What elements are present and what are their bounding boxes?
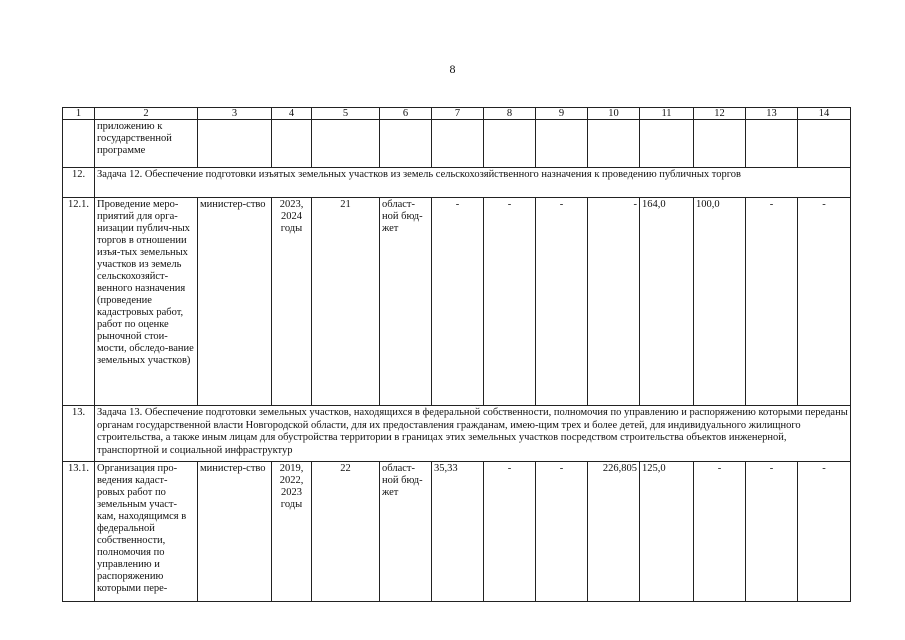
column-header: 2 (95, 108, 198, 120)
measure-row-12-1 (63, 198, 851, 406)
table-cell (432, 120, 484, 168)
column-header: 12 (694, 108, 746, 120)
column-header: 9 (536, 108, 588, 120)
activities-table (62, 107, 851, 602)
task-title: Задача 13. Обеспечение подготовки земельных участков, находящихся в федеральной собственности, полномочия по управлению и распоряжению которыми переданы органам государственной власти Новгородской области, для их предоставления гражданам, имею-щим трех и более детей, для индивидуального жилищного строительства, а также иным лицам для обустройства территории в границах этих земельных участков посредством строительства объектов инженерной, транспортной и социальной инфраструктур (95, 406, 851, 462)
table-cell (63, 120, 95, 168)
table-cell (694, 120, 746, 168)
value-col-12: - (694, 462, 746, 602)
table-cell (380, 120, 432, 168)
task-number: 12. (63, 168, 95, 198)
target-indicator-cell: 22 (312, 462, 380, 602)
table-cell (484, 120, 536, 168)
measure-number: 13.1. (63, 462, 95, 602)
table-cell (312, 120, 380, 168)
page-number: 8 (449, 62, 456, 76)
table-cell (588, 120, 640, 168)
task-row-13 (63, 406, 851, 462)
column-header: 8 (484, 108, 536, 120)
value-col-7: 35,33 (432, 462, 484, 602)
column-header: 1 (63, 108, 95, 120)
column-number-row (63, 108, 851, 120)
value-col-13: - (746, 462, 798, 602)
table-cell (640, 120, 694, 168)
table-cell (746, 120, 798, 168)
column-header: 5 (312, 108, 380, 120)
activity-description: Организация про-ведения кадаст-ровых работ по земельным участ-кам, находящимся в федеральной собственности, полномочия по управлению и распоряжению которыми пере- (95, 462, 198, 602)
table-cell (798, 120, 851, 168)
column-header: 7 (432, 108, 484, 120)
column-header: 4 (272, 108, 312, 120)
value-col-10: - (588, 198, 640, 406)
column-header: 14 (798, 108, 851, 120)
years-cell: 2023, 2024 годы (272, 198, 312, 406)
value-col-11: 164,0 (640, 198, 694, 406)
table-cell (536, 120, 588, 168)
value-col-8: - (484, 462, 536, 602)
task-number: 13. (63, 406, 95, 462)
executor-cell: министер-ство (198, 462, 272, 602)
table-row-continuation (63, 120, 851, 168)
value-col-13: - (746, 198, 798, 406)
value-col-8: - (484, 198, 536, 406)
column-header: 6 (380, 108, 432, 120)
measure-row-13-1 (63, 462, 851, 602)
target-indicator-cell: 21 (312, 198, 380, 406)
activity-description: приложению к государственной программе (95, 120, 198, 168)
value-col-14: - (798, 462, 851, 602)
funding-source-cell: област-ной бюд-жет (380, 198, 432, 406)
funding-source-cell: област-ной бюд-жет (380, 462, 432, 602)
measure-number: 12.1. (63, 198, 95, 406)
activity-description: Проведение меро-приятий для орга-низации публич-ных торгов в отношении изъя-тых земельных участков из земель сельскохозяйст-венного назначения (проведение кадастровых работ, работ по оценке рыночной стои-мости, обследо-вание земельных участков) (95, 198, 198, 406)
column-header: 10 (588, 108, 640, 120)
value-col-14: - (798, 198, 851, 406)
column-header: 3 (198, 108, 272, 120)
value-col-7: - (432, 198, 484, 406)
value-col-10: 226,805 (588, 462, 640, 602)
column-header: 11 (640, 108, 694, 120)
value-col-9: - (536, 198, 588, 406)
value-col-11: 125,0 (640, 462, 694, 602)
table-cell (198, 120, 272, 168)
value-col-12: 100,0 (694, 198, 746, 406)
table-cell (272, 120, 312, 168)
column-header: 13 (746, 108, 798, 120)
executor-cell: министер-ство (198, 198, 272, 406)
years-cell: 2019, 2022, 2023 годы (272, 462, 312, 602)
task-title: Задача 12. Обеспечение подготовки изъятых земельных участков из земель сельскохозяйственного назначения к проведению публичных торгов (95, 168, 851, 198)
task-row-12 (63, 168, 851, 198)
value-col-9: - (536, 462, 588, 602)
